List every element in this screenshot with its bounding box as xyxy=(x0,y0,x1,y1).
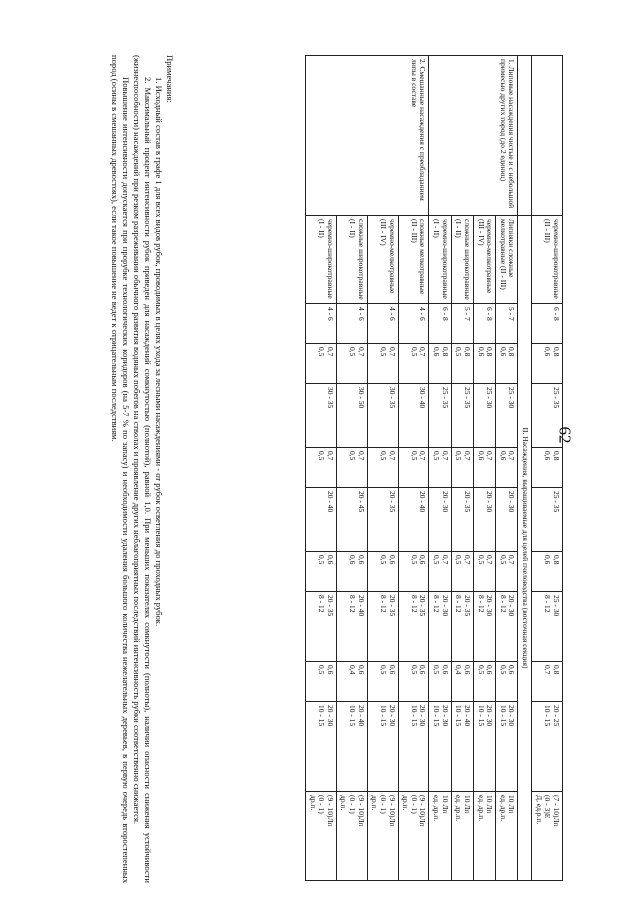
cell-density: 0,7 0,5 xyxy=(398,448,429,488)
cell-species: сложные широкотравные (I - II) xyxy=(451,216,473,304)
cell-intensity: 20 - 30 10 - 15 xyxy=(367,702,398,792)
cell-intensity: 20 - 30 8 - 12 xyxy=(429,592,451,662)
cell-target-composition: 10 Лп ед. др.п. xyxy=(496,792,518,881)
cell-density: 0,6 0,6 xyxy=(336,552,367,592)
cell-composition: 6 - 8 xyxy=(429,304,451,344)
cell-density: 0,6 0,4 xyxy=(336,662,367,702)
cell-density: 0,8 0,6 xyxy=(532,344,563,384)
cell-density: 0,7 0,5 xyxy=(336,448,367,488)
cell-species: черемно-широкотравные (I - II) xyxy=(306,216,337,304)
cell-intensity: 25 - 35 xyxy=(532,488,563,552)
cell-intensity: 30 - 35 xyxy=(306,384,337,448)
cell-density: 0,7 0,5 xyxy=(496,552,518,592)
cell-target-composition: (9 - 10)Лп (0 - 1) др.п. xyxy=(398,792,429,881)
cell-species: черемно-широкотравные (II - III) xyxy=(532,216,563,304)
cell-intensity: 25 - 30 xyxy=(474,384,496,448)
cell-intensity: 20 - 35 xyxy=(451,488,473,552)
note-2: 2. Максимальный процент интенсивности рубок приведен для насаждений сомкнутостью (полнотой), равной 1,0. При меньших показателях сомкнутости (полноты), наличии опасности снижения устойчивости (жизнеспособности) насаждений при резком разреживании обычного развития водяных побегов на стволах и проявление других неблагоприятных последствий интенсивность рубки соответственно снижается. xyxy=(132,55,153,883)
cell-species: Липняки сложные мелкотравные (II - III) xyxy=(496,216,518,304)
cell-intensity: 20 - 35 8 - 12 xyxy=(451,592,473,662)
cell-density: 0,7 0,5 xyxy=(429,448,451,488)
cell-density: 0,6 0,5 xyxy=(429,662,451,702)
cell-target-composition: 10 Лп ед. др.п. xyxy=(474,792,496,881)
cell-intensity: 20 - 30 xyxy=(429,488,451,552)
group-label: 1. Липовые насаждения чистые и с небольшой примесью других пород (до 2 единиц) xyxy=(429,56,518,216)
cell-density: 0,6 0,5 xyxy=(398,552,429,592)
cell-composition: 5 - 7 xyxy=(496,304,518,344)
cell-intensity: 20 - 30 xyxy=(474,488,496,552)
cell-intensity: 20 - 35 8 - 12 xyxy=(306,592,337,662)
cell-density: 0,7 0,5 xyxy=(367,448,398,488)
notes-heading: Примечания: xyxy=(165,55,175,103)
cell-intensity: 20 - 40 10 - 15 xyxy=(451,702,473,792)
table-row xyxy=(496,56,518,881)
cell-intensity: 20 - 30 10 - 15 xyxy=(306,702,337,792)
cell-density: 0,8 0,6 xyxy=(532,552,563,592)
cell-intensity: 20 - 30 10 - 15 xyxy=(474,702,496,792)
cell-density: 0,6 0,5 xyxy=(474,662,496,702)
table-row xyxy=(398,56,429,881)
cell-density: 0,7 0,5 xyxy=(429,552,451,592)
cell-intensity: 25 - 35 xyxy=(429,384,451,448)
cell-density: 0,7 0,5 xyxy=(474,552,496,592)
cell-intensity: 25 - 35 xyxy=(532,384,563,448)
cell-intensity: 20 - 30 8 - 12 xyxy=(474,592,496,662)
cell-target-composition: (9 - 10)Лп (0 - 1) др.п. xyxy=(336,792,367,881)
cell-intensity: 20 - 35 xyxy=(367,488,398,552)
cell-composition: 4 - 6 xyxy=(398,304,429,344)
cell-species: сложные мелкотравные (II - III) xyxy=(398,216,429,304)
cell-density: 0,8 0,6 xyxy=(532,448,563,488)
cell-composition: 4 - 6 xyxy=(306,304,337,344)
page-number: 62 xyxy=(555,426,575,444)
note-1: 1. Исходный состав в графе 1 для всех видов рубок, проводимых в целях ухода за лесными насаждениями - от рубок осветления до проходных рубок. xyxy=(154,77,164,627)
cell-intensity: 20 - 40 xyxy=(398,488,429,552)
section-header-row xyxy=(518,56,532,881)
cell-species: сложные широкотравные (I - II) xyxy=(336,216,367,304)
cell-target-composition: (7 - 10)Лп (0 - 3)Е Д, ед.р.п. xyxy=(532,792,563,881)
cell-density: 0,6 0,5 xyxy=(496,662,518,702)
cell-intensity: 20 - 30 8 - 12 xyxy=(496,592,518,662)
cell-density: 0,7 0,6 xyxy=(474,448,496,488)
cell-intensity: 20 - 40 8 - 12 xyxy=(336,592,367,662)
regulation-table xyxy=(305,55,563,881)
cell-density: 0,6 0,5 xyxy=(306,552,337,592)
cell-intensity: 20 - 30 10 - 15 xyxy=(398,702,429,792)
cell-density: 0,7 0,5 xyxy=(367,344,398,384)
cell-intensity: 25 - 30 8 - 12 xyxy=(532,592,563,662)
cell-species: черемно-широкотравные (I - II) xyxy=(429,216,451,304)
cell-intensity: 20 - 30 10 - 15 xyxy=(496,702,518,792)
cell-density: 0,8 0,6 xyxy=(474,344,496,384)
cell-intensity: 20 - 45 xyxy=(336,488,367,552)
cell-intensity: 20 - 40 xyxy=(306,488,337,552)
section-header: II. Насаждения, выращиваемые для целей пчеловодства (восточная секция) xyxy=(518,216,532,881)
cell-density: 0,6 0,5 xyxy=(398,662,429,702)
group-label: 2. Смешанные насаждения с преобладанием липы в составе xyxy=(306,56,430,216)
cell-composition: 5 - 7 xyxy=(451,304,473,344)
cell-density: 0,7 0,5 xyxy=(398,344,429,384)
cell-intensity: 20 - 25 10 - 15 xyxy=(532,702,563,792)
cell-composition: 4 - 6 xyxy=(336,304,367,344)
cell-intensity: 20 - 30 10 - 15 xyxy=(429,702,451,792)
cell-species: черемно-мелкотравные (III - IV) xyxy=(474,216,496,304)
cell-target-composition: (9 - 10)Лп (0 - 1) др.п. xyxy=(306,792,337,881)
cell-composition: 4 - 6 xyxy=(367,304,398,344)
cell-intensity: 20 - 35 8 - 12 xyxy=(367,592,398,662)
cell-density: 0,7 0,5 xyxy=(306,448,337,488)
cell-intensity: 25 - 30 xyxy=(496,384,518,448)
cell-intensity: 25 - 35 xyxy=(451,384,473,448)
cell-composition: 6 - 8 xyxy=(474,304,496,344)
cell-density: 0,8 0,5 xyxy=(451,344,473,384)
cell-intensity: 20 - 40 10 - 15 xyxy=(336,702,367,792)
cell-target-composition: 10 Лп ед. др.п. xyxy=(451,792,473,881)
cell-density: 0,7 0,5 xyxy=(336,344,367,384)
cell-target-composition: 10 Лп ед. др.п. xyxy=(429,792,451,881)
cell-intensity: 30 - 35 xyxy=(367,384,398,448)
cell-composition: 6 - 8 xyxy=(532,304,563,344)
cell-density: 0,8 0,7 xyxy=(532,662,563,702)
cell-intensity: 20 - 35 8 - 12 xyxy=(398,592,429,662)
table-row xyxy=(532,56,563,881)
cell-density: 0,6 0,4 xyxy=(451,662,473,702)
cell-density: 0,8 0,6 xyxy=(496,344,518,384)
cell-density: 0,7 0,5 xyxy=(306,344,337,384)
cell-intensity: 30 - 40 xyxy=(398,384,429,448)
cell-density: 0,6 0,5 xyxy=(306,662,337,702)
cell-density: 0,7 0,5 xyxy=(451,448,473,488)
rotated-page-content xyxy=(93,55,563,885)
cell-density: 0,7 0,6 xyxy=(496,448,518,488)
cell-density: 0,6 0,5 xyxy=(367,662,398,702)
note-3: Повышение интенсивности допускается при прорубке технологических коридоров (на 5-7 % по запасу) и необходимости удаления большого количества нежелательных деревьев, в первую очередь второстепенных пород (осины в смешанных древостоях), если такое повышение не ведет к отрицательным последствиям. xyxy=(110,55,131,883)
cell-density: 0,7 0,5 xyxy=(451,552,473,592)
cell-species: черемно-мелкотравные (III - IV) xyxy=(367,216,398,304)
cell-intensity: 30 - 50 xyxy=(336,384,367,448)
cell-density: 0,8 0,6 xyxy=(429,344,451,384)
cell-density: 0,6 0,5 xyxy=(367,552,398,592)
notes xyxy=(109,55,175,883)
cell-target-composition: (9 - 10)Лп (0 - 1) др.п. xyxy=(367,792,398,881)
cell-intensity: 20 - 30 xyxy=(496,488,518,552)
